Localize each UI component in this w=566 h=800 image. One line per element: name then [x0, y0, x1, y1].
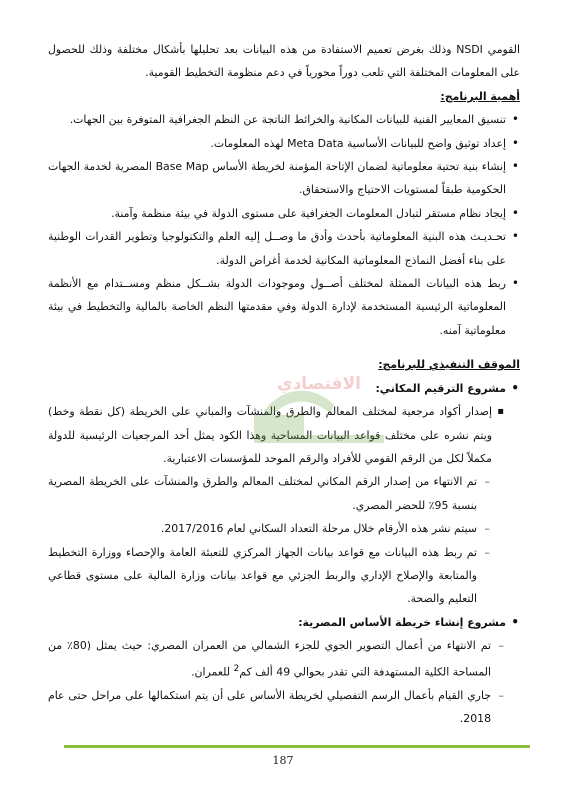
footer-rule: [64, 745, 530, 748]
importance-item: • تنسيق المعايير الفنية للبيانات المكانية والخرائط الناتجة عن النظم الجغرافية المتوفرة بين الجهات.: [48, 108, 520, 131]
numbering-sub-list: [48, 470, 506, 610]
numbering-sub-item: – سيتم نشر هذه الأرقام خلال مرحلة التعداد السكاني لعام 2017/2016.: [48, 517, 492, 540]
metadata-text-end: لهذه المعلومات.: [210, 136, 288, 150]
basemap-sub-item-drawing: – جاري القيام بأعمال الرسم التفصيلي لخريطة الأساس على أن يتم استكمالها على مراحل حتى عام 2018.: [48, 684, 506, 731]
status-heading: الموقف التنفيذي للبرنامج:: [378, 358, 520, 372]
importance-item-metadata: [48, 132, 520, 155]
page-number: 187: [272, 754, 294, 767]
aerial-text-start: تم الانتهاء من أعمال التصوير الجوي للجزء الشمالي من العمران المصري: حيث يمثل (80٪ من المساحة الكلية المستهدفة التي تقدر بحوالي 49 ألف كم: [48, 639, 491, 679]
importance-item: • تحـديـث هذه البنية المعلوماتية بأحدث وأدق ما وصــل إليه العلم والتكنولوجيا وتطوير القدرات الوطنية على بناء أفضل النماذج المعلوماتية المكانية لخدمة أغراض الدولة.: [48, 225, 520, 272]
base-map-term: Base Map: [155, 160, 209, 174]
intro-paragraph: [48, 38, 520, 85]
numbering-project-title: • مشروع الترقيم المكاني:: [48, 377, 520, 400]
status-list: [48, 377, 520, 400]
basemap-sub-list: [48, 634, 520, 730]
watermark-text: الاقتصادي: [277, 374, 361, 394]
importance-heading: أهمية البرنامج:: [440, 89, 520, 103]
importance-item-base-map: [48, 155, 520, 202]
aerial-text-end: للعمران.: [191, 665, 234, 679]
numbering-project-description: ▪ إصدار أكواد مرجعية لمختلف المعالم والطرق والمنشآت والمباني على الخريطة (كل نقطة وخط) ويتم نشره على مختلف قواعد البيانات المساحية وهذا الكود يمثل أحد المرجعيات الرئيسية للدولة مكملاً لكل من الرقم القومي للأفراد والرقم الموحد للمؤسسات الاعتبارية.: [48, 400, 506, 470]
basemap-project-title: • مشروع إنشاء خريطة الأساس المصرية:: [48, 611, 520, 634]
nsdi-term: NSDI: [456, 43, 483, 56]
page-content: [48, 38, 520, 730]
base-map-text-start: إنشاء بنية تحتية معلوماتية لضمان الإتاحة المؤمنة لخريطة الأساس: [212, 160, 507, 174]
importance-list: [48, 108, 520, 342]
basemap-sub-item-aerial: [48, 634, 506, 683]
numbering-sub-item: – تم الانتهاء من إصدار الرقم المكاني لمختلف المعالم والطرق والمنشآت على الخريطة المصرية بنسبة 95٪ للحضر المصري.: [48, 470, 492, 517]
square-superscript: 2: [233, 663, 240, 674]
numbering-project-details: [48, 400, 506, 611]
metadata-term: Meta Data: [287, 136, 344, 150]
intro-text-end: وذلك بغرض تعميم الاستفادة من هذه البيانات بعد تحليلها بأشكال مختلفة وذلك للحصول على المعلومات المختلفة التي تلعب دوراً محورياً في دعم منظومة التخطيط القومية.: [48, 43, 520, 80]
numbering-sub-item: – تم ربط هذه البيانات مع قواعد بيانات الجهاز المركزي للتعبئة العامة والإحصاء ووزارة التخطيط والمتابعة والإصلاح الإداري والربط الجزئي مع قواعد بيانات وزارة المالية على مستوى قطاعي التعليم والصحة.: [48, 541, 492, 611]
metadata-text-start: إعداد توثيق واضح للبيانات الأساسية: [343, 136, 506, 150]
importance-item: • إيجاد نظام مستقر لتبادل المعلومات الجغرافية على مستوى الدولة في بيئة منظمة وآمنة.: [48, 202, 520, 225]
base-map-text-end: المصرية لخدمة الجهات الحكومية طبقاً لمستويات الاحتياج والاستحقاق.: [48, 160, 506, 197]
importance-item: • ربط هذه البيانات الممثلة لمختلف أصــول وموجودات الدولة بشــكل منظم ومســتدام مع الأنظمة المعلوماتية الرئيسية المستخدمة لإدارة الدولة وفي مقدمتها النظم الخاصة بالمالية والتخطيط في بيئة معلوماتية آمنه.: [48, 272, 520, 342]
basemap-list: [48, 611, 520, 634]
intro-text-start: القومي: [482, 43, 521, 56]
